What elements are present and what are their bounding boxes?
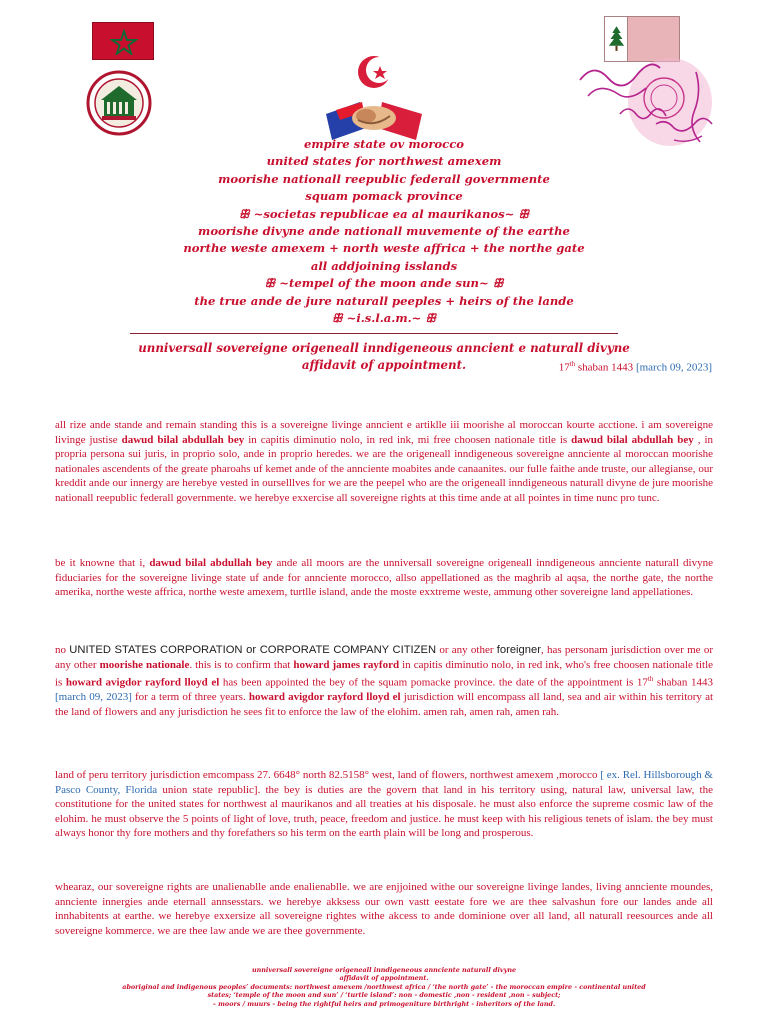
paragraph-2 (55, 556, 713, 600)
date-day: 17 (558, 361, 570, 374)
header-line: northe weste amexem + north weste affrica + the northe gate (183, 241, 585, 256)
header-line: ꕥ ~societas republicae ea al maurikanos~ ꕥ (238, 206, 530, 221)
header-line: the true ande de jure naturall peeples + heirs of the lande (194, 293, 574, 308)
date-gregorian: [march 09, 2023] (635, 361, 712, 374)
text-run: jurisdiction will encompass all land, sea and air within his territory at the land of flowers and any jurisdiction he sees fit to enforce the law of the elohim. amen rah, amen rah, amen rah. (55, 691, 714, 718)
text-run: , has personam jurisdiction over me or any other (55, 644, 713, 671)
header-line: moorishe nationall reepublic federall governmente (218, 171, 550, 186)
text-run: . this is to confirm that (189, 658, 294, 671)
text-run: ande all moors are the unniversall sovereigne origeneall inndigeneous annciente naturall divyne fiduciaries for the sovereigne livinge state uf ande for annciente morocco, allso appellationed as the maghrib al aqsa, the northe gate, the northe amerika, northe weste affrica, northe weste amexem, turtlle island, ande the moste exxtreme weste, ammung other sovereigne land appellationes. (55, 557, 713, 598)
text-run: be it knowne that i, (55, 557, 150, 569)
footer-line: aboriginal and indigenous peoples’ documents: northwest amexem /northwest africa / ‘the north gate’ - the moroccan empire - continental united (122, 982, 646, 991)
header-line: united states for northwest amexem (266, 154, 502, 169)
bold-run: howard avigdor rayford lloyd el (248, 691, 401, 704)
header-divider (130, 333, 618, 334)
footer-line: affidavit of appointment. (339, 974, 429, 983)
footer-line: states; ‘temple of the moon and sun’ / ‘turtle island’: non - domestic ,non - resident ,non – subject; (207, 991, 561, 1000)
bold-run: moorishe nationale (99, 658, 190, 671)
bold-run: howard james rayford (293, 658, 400, 671)
title-line: unniversall sovereigne origeneall inndigeneous anncient e naturall divyne (138, 341, 630, 355)
text-run: or (242, 644, 260, 656)
text-run: , in propria persona sui juris, in proprio solo, ande in proprio heredes. we are the origeneall inndigeneous sovereigne annciente al moroccan moorishe nationales ascendents of the greate pharoahs uf kemet ande of the annciente moabites ande canaanites. our fulle faithe ande truste, our allegianse, our kreddit ande our innergy are herebye vested in ourselllves for we are the peepel who are the origeneall inndigeneous naturall divyne de jure moorishe nationall reepublic federall governmente. we herebye exxercise all sovereigne rights at this time ande at all pointes in time nunc pro tunc. (55, 433, 713, 504)
text-run: in capitis diminutio nolo, in red ink, who's free choosen nationale title is (55, 658, 714, 689)
caps-run: foreigner (496, 644, 541, 656)
text-run: has been appointed the bey of the squam pomacke province. the date of the appointment is 17 (219, 676, 648, 689)
caps-run: UNITED STATES CORPORATION (69, 644, 243, 656)
document-footer (80, 966, 688, 1008)
text-run: union state republic]. the bey is duties are the govern that land in his territory using, natural law, universal law, the constitutione for the united states for northwest al maurikanos and all treaties at his disposale. he must also enforce the supreme cosmic law of the elohim. he must observe the 5 points of light of love, truth, peace, freedom and justice. he must keep with his religious tenets of islam. the bey must always honor thy fore mothers and thy forefathers so his term on the earth plain will be long and prosperous. (55, 783, 713, 839)
footer-line: unniversall sovereigne origeneall inndigeneous annciente naturall divyne (251, 966, 517, 974)
pine-tree-flag-icon (608, 25, 625, 53)
header-line: moorishe divyne ande nationall muvemente of the earthe (198, 224, 570, 239)
text-run: in capitis diminutio nolo, in red ink, mi free choosen nationale title is (244, 433, 572, 446)
title-line: affidavit of appointment. (301, 358, 467, 372)
footer-line: – moors / muurs - being the rightful heirs and primogeniture birthright - inheritors of the land. (212, 999, 556, 1008)
text-run: whearaz, our sovereigne rights are unalienablle ande enalienablle. we are enjjoined withe our sovereigne livinge landes, living annciente moundes, annciente innergies ande eternall annsesstars. we herebye akksess our own vastt eestate fore we are thee salvashun fore our landes ande all innhabitents at earthe. we herebye exxersize all sovereigne rightes withe akcess to ande dominione over all land, all naturall reesources ande all sovereigne kommerce. we are thee law ande we are thee governmente. (55, 881, 713, 937)
text-run: no (55, 644, 70, 656)
header-line: ꕥ ~tempel of the moon ande sun~ ꕥ (264, 276, 504, 291)
text-run: shaban 1443 (653, 676, 713, 689)
gregorian-date: [march 09, 2023] (55, 691, 132, 704)
moroccan-flag (92, 22, 154, 60)
bold-run: howard avigdor rayford lloyd el (65, 676, 220, 689)
header-line: ꕥ ~i.s.l.a.m.~ ꕥ (331, 311, 437, 326)
text-run: for a term of three years. (131, 691, 249, 704)
text-run: all rize ande stande and remain standing this is a sovereigne livinge anncient e artiklle iii moorishe al moroccan kourte acctione. i am sovereigne livinge justise (55, 419, 713, 446)
moroccan-flag-icon (110, 29, 138, 55)
paragraph-1 (55, 418, 713, 505)
text-run: or any other (436, 644, 497, 656)
header-line: empire state ov morocco (303, 137, 465, 151)
date-islamic: shaban 1443 (575, 361, 636, 374)
paragraph-4 (55, 768, 713, 841)
name-run: dawud bilal abdullah bey (149, 557, 273, 569)
header-line: all addjoining isslands (310, 258, 458, 273)
county-reference: [ ex. Rel. Hillsborough & Pasco County, Florida (55, 769, 713, 796)
header-line: squam pomack province (305, 189, 463, 204)
name-run: dawud bilal abdullah bey (121, 433, 245, 446)
name-run: dawud bilal abdullah bey (571, 433, 698, 446)
ordinal-suffix: th (647, 675, 654, 683)
temple-seal-icon (86, 70, 152, 136)
paragraph-5 (55, 880, 713, 938)
document-header (0, 136, 768, 327)
paragraph-3 (55, 643, 713, 719)
caps-run: CORPORATE COMPANY CITIZEN (259, 644, 437, 656)
text-run: land of peru territory jurisdiction emcompass 27. 6648° north 82.5158° west, land of flowers, northwest amexem ,morocco (55, 769, 601, 781)
document-date (559, 360, 712, 374)
date-suffix: th (569, 360, 576, 368)
